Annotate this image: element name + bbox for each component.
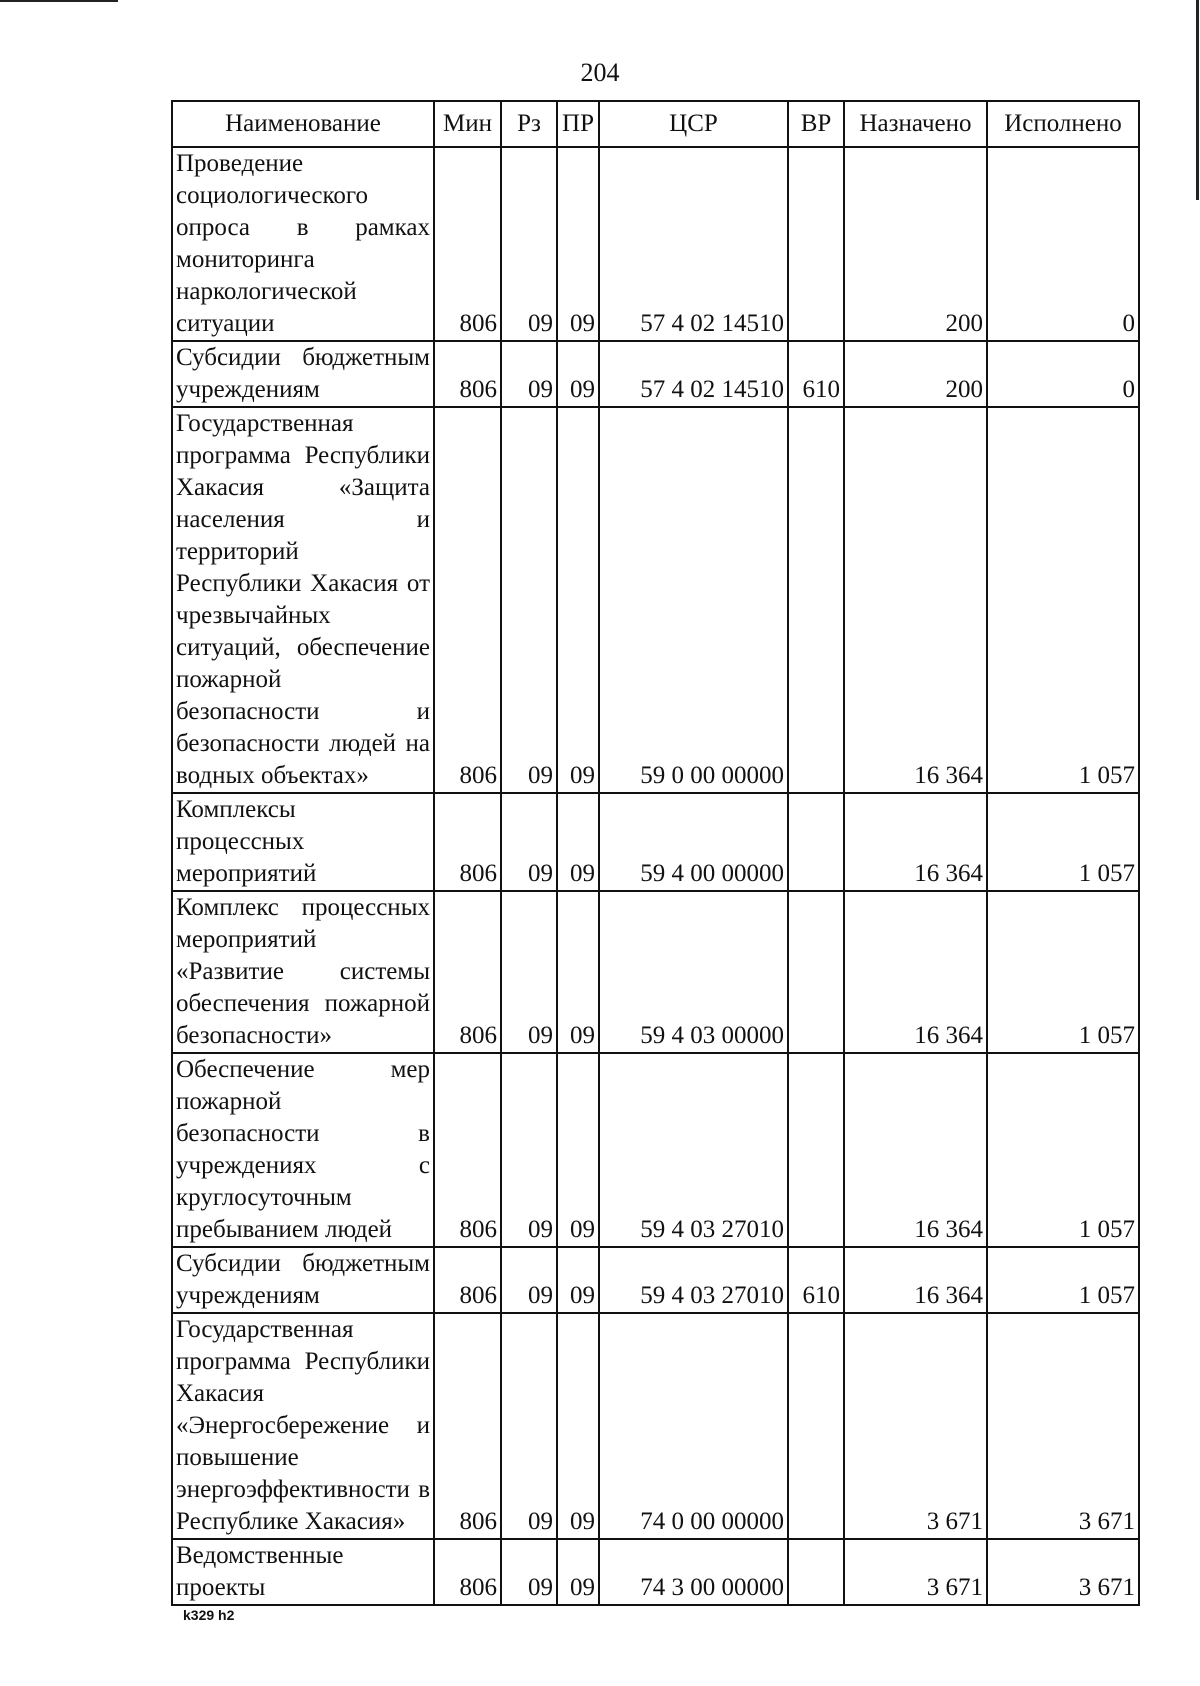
cell-min: 806 [434,1053,501,1247]
footer-code: k329 h2 [183,1607,235,1623]
cell-pr: 09 [557,1053,599,1247]
cell-pr: 09 [557,1247,599,1313]
cell-vr [788,147,844,341]
cell-min: 806 [434,1539,501,1605]
scan-edge-mark-right [1196,0,1199,200]
table-row [172,1247,1139,1313]
cell-assigned: 3 671 [844,1313,987,1539]
cell-pr: 09 [557,1539,599,1605]
cell-vr: 610 [788,1247,844,1313]
cell-min: 806 [434,891,501,1053]
cell-executed: 3 671 [987,1539,1139,1605]
cell-pr: 09 [557,407,599,793]
cell-csr: 59 4 03 00000 [599,891,788,1053]
cell-assigned: 200 [844,147,987,341]
cell-executed: 0 [987,147,1139,341]
cell-rz: 09 [501,1313,557,1539]
cell-rz: 09 [501,1053,557,1247]
cell-vr [788,407,844,793]
cell-pr: 09 [557,793,599,891]
cell-pr: 09 [557,1313,599,1539]
table-row [172,1053,1139,1247]
cell-vr [788,1539,844,1605]
cell-rz: 09 [501,793,557,891]
cell-assigned: 200 [844,341,987,407]
cell-vr [788,793,844,891]
cell-vr: 610 [788,341,844,407]
header-assigned: Назначено [844,101,987,147]
header-pr: ПР [557,101,599,147]
cell-executed: 1 057 [987,891,1139,1053]
cell-name: Субсидии бюджетным учреждениям [172,341,434,407]
cell-csr: 59 4 03 27010 [599,1247,788,1313]
table-row [172,1313,1139,1539]
cell-pr: 09 [557,147,599,341]
cell-rz: 09 [501,1247,557,1313]
table-row [172,793,1139,891]
cell-rz: 09 [501,1539,557,1605]
table-row [172,407,1139,793]
cell-executed: 3 671 [987,1313,1139,1539]
cell-csr: 59 4 00 00000 [599,793,788,891]
header-executed: Исполнено [987,101,1139,147]
cell-min: 806 [434,147,501,341]
header-vr: ВР [788,101,844,147]
budget-table [171,100,1140,1606]
scan-edge-mark-top [0,0,118,2]
cell-rz: 09 [501,407,557,793]
header-min: Мин [434,101,501,147]
cell-csr: 57 4 02 14510 [599,341,788,407]
header-rz: Рз [501,101,557,147]
table-row [172,891,1139,1053]
table-header-row [172,101,1139,147]
page-number: 204 [580,58,620,87]
cell-assigned: 16 364 [844,793,987,891]
cell-executed: 0 [987,341,1139,407]
table-row [172,341,1139,407]
cell-assigned: 16 364 [844,891,987,1053]
cell-min: 806 [434,1313,501,1539]
cell-assigned: 3 671 [844,1539,987,1605]
cell-rz: 09 [501,147,557,341]
cell-assigned: 16 364 [844,1247,987,1313]
cell-min: 806 [434,793,501,891]
table-row [172,147,1139,341]
cell-assigned: 16 364 [844,1053,987,1247]
cell-name: Комплекс процессных мероприятий «Развитие системы обеспечения пожарной безопасности» [172,891,434,1053]
cell-vr [788,891,844,1053]
cell-name: Ведомственные проекты [172,1539,434,1605]
cell-name: Государственная программа Республики Хакасия «Энергосбережение и повышение энергоэффективности в Республике Хакасия» [172,1313,434,1539]
cell-min: 806 [434,341,501,407]
cell-name: Проведение социологического опроса в рамках мониторинга наркологической ситуации [172,147,434,341]
cell-name: Обеспечение мер пожарной безопасности в учреждениях с круглосуточным пребыванием людей [172,1053,434,1247]
cell-vr [788,1053,844,1247]
cell-rz: 09 [501,341,557,407]
cell-min: 806 [434,1247,501,1313]
cell-name: Комплексы процессных мероприятий [172,793,434,891]
cell-executed: 1 057 [987,1053,1139,1247]
cell-pr: 09 [557,341,599,407]
header-csr: ЦСР [599,101,788,147]
cell-min: 806 [434,407,501,793]
cell-csr: 59 4 03 27010 [599,1053,788,1247]
cell-pr: 09 [557,891,599,1053]
cell-name: Субсидии бюджетным учреждениям [172,1247,434,1313]
cell-csr: 74 0 00 00000 [599,1313,788,1539]
cell-executed: 1 057 [987,1247,1139,1313]
header-name: Наименование [172,101,434,147]
cell-executed: 1 057 [987,407,1139,793]
cell-csr: 59 0 00 00000 [599,407,788,793]
cell-name: Государственная программа Республики Хакасия «Защита населения и территорий Республики Хакасия от чрезвычайных ситуаций, обеспечение пожарной безопасности и безопасности людей на водных объектах» [172,407,434,793]
cell-csr: 74 3 00 00000 [599,1539,788,1605]
cell-rz: 09 [501,891,557,1053]
table-row [172,1539,1139,1605]
cell-assigned: 16 364 [844,407,987,793]
cell-executed: 1 057 [987,793,1139,891]
cell-csr: 57 4 02 14510 [599,147,788,341]
cell-vr [788,1313,844,1539]
